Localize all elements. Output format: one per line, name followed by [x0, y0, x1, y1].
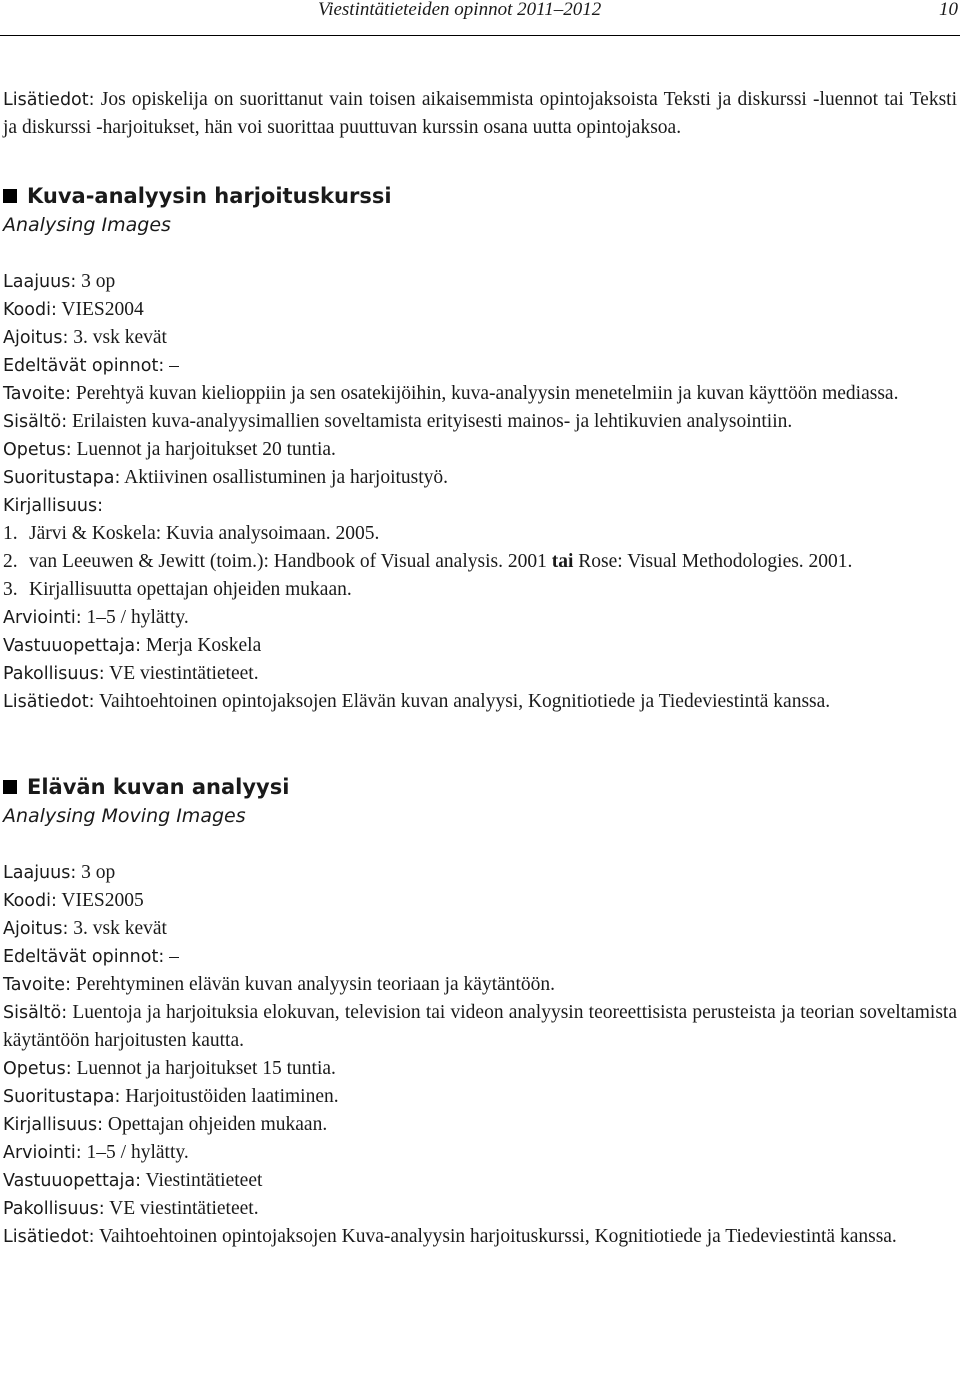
field-label: Laajuus:: [3, 863, 77, 883]
field-label: Kirjallisuus:: [3, 1115, 104, 1135]
field-label: Kirjallisuus:: [3, 496, 104, 516]
field-value: 3 op: [76, 271, 116, 292]
lisatiedot-row: [3, 688, 957, 716]
list-number: 3.: [3, 579, 18, 600]
ajoitus-row: [3, 324, 957, 352]
sisalto-row: [3, 999, 957, 1055]
page-header: [0, 0, 960, 24]
vastuuopettaja-row: [3, 632, 957, 660]
field-label: Suoritustapa:: [3, 468, 121, 488]
laajuus-row: [3, 268, 957, 296]
list-text-part: van Leeuwen & Jewitt (toim.): Handbook of Visual analysis. 2001: [29, 551, 552, 572]
field-value: VIES2005: [56, 890, 144, 911]
course-kuva-analyysi: [3, 182, 957, 716]
field-label: Koodi:: [3, 891, 57, 911]
vastuuopettaja-row: [3, 1167, 957, 1195]
opetus-row: [3, 1055, 957, 1083]
field-value: Luennot ja harjoitukset 20 tuntia.: [71, 439, 336, 460]
square-bullet-icon: [3, 780, 17, 794]
koodi-row: [3, 296, 957, 324]
lisatiedot-row: [3, 1223, 957, 1251]
field-label: Ajoitus:: [3, 328, 69, 348]
course-title: [3, 182, 957, 211]
course-title-text: Elävän kuvan analyysi: [27, 775, 290, 799]
field-label: Lisätiedot:: [3, 1227, 95, 1247]
page-number: 10: [939, 0, 958, 20]
intro-text: Jos opiskelija on suorittanut vain toisen aikaisemmista opintojaksoista Teksti ja diskurssi -luennot tai Teksti ja diskurssi -harjoitukset, hän voi suorittaa puuttuvan kurssin osana uutta opintojaksoa.: [3, 89, 957, 138]
field-label: Opetus:: [3, 1059, 72, 1079]
arviointi-row: [3, 1139, 957, 1167]
course-elavan-kuvan-analyysi: [3, 773, 957, 1251]
field-value: VE viestintätieteet.: [104, 663, 259, 684]
field-label: Edeltävät opinnot:: [3, 947, 165, 967]
list-number: 2.: [3, 551, 18, 572]
kirjallisuus-row: [3, 1111, 957, 1139]
field-label: Opetus:: [3, 440, 72, 460]
field-label: Suoritustapa:: [3, 1087, 121, 1107]
field-value: Luennot ja harjoitukset 15 tuntia.: [71, 1058, 336, 1079]
field-label: Koodi:: [3, 300, 57, 320]
kirjallisuus-row: [3, 492, 957, 520]
list-text: Kirjallisuutta opettajan ohjeiden mukaan.: [29, 579, 352, 600]
field-label: Vastuuopettaja:: [3, 1171, 142, 1191]
list-text: [29, 548, 957, 576]
field-label: Pakollisuus:: [3, 664, 105, 684]
field-value: Perehtyminen elävän kuvan analyysin teoriaan ja käytäntöön.: [70, 974, 556, 995]
field-value: 1–5 / hylätty.: [81, 1142, 189, 1163]
field-label: Tavoite:: [3, 975, 71, 995]
field-label: Arviointi:: [3, 1143, 82, 1163]
field-value: Vaihtoehtoinen opintojaksojen Elävän kuvan analyysi, Kognitiotiede ja Tiedeviestintä kanssa.: [94, 691, 831, 712]
field-value: Aktiivinen osallistuminen ja harjoitustyö.: [120, 467, 449, 488]
list-text-bold: tai: [551, 551, 574, 572]
field-label: Pakollisuus:: [3, 1199, 105, 1219]
field-label: Tavoite:: [3, 384, 71, 404]
tavoite-row: [3, 380, 957, 408]
running-title: Viestintätieteiden opinnot 2011–2012: [318, 0, 602, 20]
field-value: Merja Koskela: [141, 635, 262, 656]
koodi-row: [3, 887, 957, 915]
field-value: 1–5 / hylätty.: [81, 607, 189, 628]
field-label: Ajoitus:: [3, 919, 69, 939]
field-value: Harjoitustöiden laatiminen.: [120, 1086, 339, 1107]
course-title-text: Kuva-analyysin harjoituskurssi: [27, 184, 392, 208]
field-value: VE viestintätieteet.: [104, 1198, 259, 1219]
field-value: 3 op: [76, 862, 116, 883]
field-value: 3. vsk kevät: [68, 918, 167, 939]
arviointi-row: [3, 604, 957, 632]
field-label: Arviointi:: [3, 608, 82, 628]
opetus-row: [3, 436, 957, 464]
list-item: [3, 576, 957, 604]
list-number: 1.: [3, 523, 18, 544]
course-subtitle: Analysing Images: [3, 214, 171, 236]
course-subtitle: Analysing Moving Images: [3, 805, 246, 827]
course-title: [3, 773, 957, 802]
laajuus-row: [3, 859, 957, 887]
pakollisuus-row: [3, 660, 957, 688]
tavoite-row: [3, 971, 957, 999]
literature-list: [3, 520, 957, 604]
list-item: [3, 520, 957, 548]
field-label: Sisältö:: [3, 1003, 68, 1023]
list-text: Järvi & Koskela: Kuvia analysoimaan. 2005.: [29, 523, 380, 544]
field-value: Opettajan ohjeiden mukaan.: [103, 1114, 328, 1135]
field-label: Lisätiedot:: [3, 692, 95, 712]
sisalto-row: [3, 408, 957, 436]
field-value: Vaihtoehtoinen opintojaksojen Kuva-analyysin harjoituskurssi, Kognitiotiede ja Tiedeviestintä kanssa.: [94, 1226, 897, 1247]
document-body: [3, 86, 957, 1251]
list-item: [3, 548, 957, 576]
suoritustapa-row: [3, 1083, 957, 1111]
list-text-part: Rose: Visual Methodologies. 2001.: [573, 551, 853, 572]
square-bullet-icon: [3, 189, 17, 203]
header-divider: [0, 35, 960, 36]
field-value: Viestintätieteet: [141, 1170, 263, 1191]
field-label: Laajuus:: [3, 272, 77, 292]
field-value: Luentoja ja harjoituksia elokuvan, television tai videon analyysin teoreettisista perusteista ja teorian soveltamista käytäntöön harjoitusten kautta.: [3, 1002, 957, 1051]
ajoitus-row: [3, 915, 957, 943]
pakollisuus-row: [3, 1195, 957, 1223]
field-value: VIES2004: [56, 299, 144, 320]
field-value: Erilaisten kuva-analyysimallien soveltamista erityisesti mainos- ja lehtikuvien analysointiin.: [67, 411, 793, 432]
field-value: –: [164, 355, 179, 376]
field-value: Perehtyä kuvan kielioppiin ja sen osatekijöihin, kuva-analyysin menetelmiin ja kuvan käyttöön mediassa.: [70, 383, 899, 404]
suoritustapa-row: [3, 464, 957, 492]
intro-label: Lisätiedot:: [3, 90, 95, 110]
intro-paragraph: [3, 86, 957, 142]
field-value: –: [164, 946, 179, 967]
edeltavat-row: [3, 943, 957, 971]
field-label: Sisältö:: [3, 412, 68, 432]
field-label: Vastuuopettaja:: [3, 636, 142, 656]
field-value: 3. vsk kevät: [68, 327, 167, 348]
field-label: Edeltävät opinnot:: [3, 356, 165, 376]
edeltavat-row: [3, 352, 957, 380]
